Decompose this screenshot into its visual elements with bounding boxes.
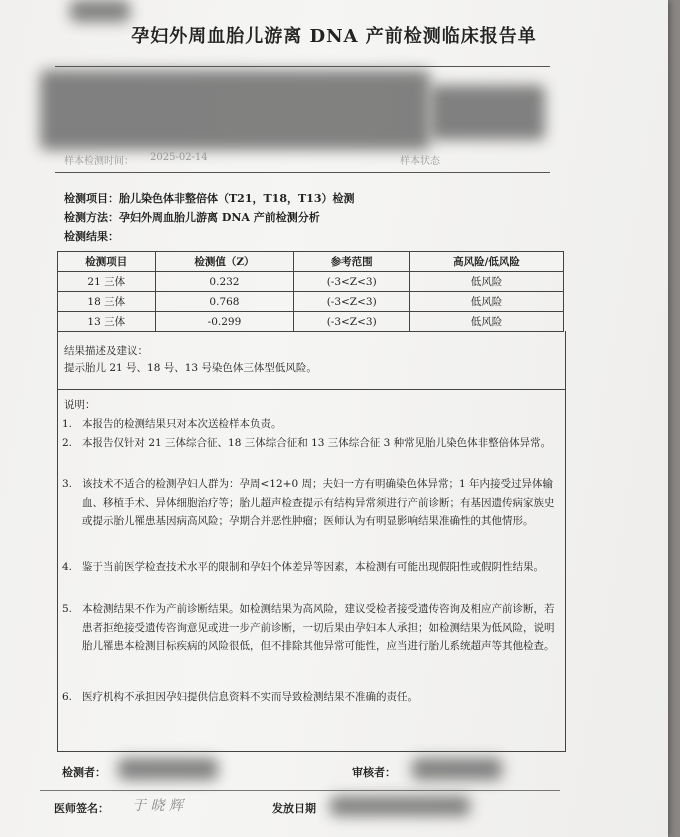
header-value: 检测值（Z） [155, 252, 294, 272]
note-text: 该技术不适合的检测孕妇人群为：孕周<12+0 周；夫妇一方有明确染色体异常；1 年内接受过异体输血、移植手术、异体细胞治疗等；胎儿超声检查提示有结构异常须进行产前诊断；有基因遗传病家族史或提示胎儿罹患基因病高风险；孕期合并恶性肿瘤；医师认为有明显影响结果准确性的其他情形。 [82, 478, 555, 527]
redacted-block [118, 758, 218, 780]
results-table [57, 251, 564, 332]
note-text: 医疗机构不承担因孕妇提供信息资料不实而导致检测结果不准确的责任。 [82, 691, 418, 703]
table-row [58, 312, 564, 332]
header-range: 参考范围 [294, 252, 410, 272]
conclusion-text: 提示胎儿 21 号、18 号、13 号染色体三体型低风险。 [64, 362, 317, 374]
signature-divider [40, 790, 560, 791]
cell-item: 18 三体 [58, 292, 156, 312]
cell-risk: 低风险 [410, 272, 564, 292]
cell-value: 0.232 [155, 272, 294, 292]
cell-risk: 低风险 [410, 312, 564, 332]
title-divider [55, 66, 550, 67]
cell-range: (-3<Z<3) [294, 272, 410, 292]
cell-range: (-3<Z<3) [294, 312, 410, 332]
doctor-signature: 于 晓 辉 [132, 798, 183, 814]
cell-item: 13 三体 [58, 312, 156, 332]
note-number: 1. [62, 418, 73, 430]
note-number: 6. [62, 691, 73, 703]
note-number: 2. [62, 437, 73, 449]
sample-date-label: 样本检测时间： [64, 156, 134, 167]
note-item [62, 688, 562, 707]
note-number: 3. [62, 478, 73, 490]
note-number: 4. [62, 561, 73, 573]
note-item [62, 415, 562, 434]
note-item [62, 434, 562, 472]
conclusion-label: 结果描述及建议： [64, 345, 148, 357]
tester-label: 检测者： [62, 766, 106, 779]
redacted-block [430, 85, 545, 140]
redacted-block [70, 0, 130, 22]
cell-risk: 低风险 [410, 292, 564, 312]
note-number: 5. [62, 603, 73, 615]
header-risk: 高风险/低风险 [410, 252, 564, 272]
meta-divider [55, 172, 550, 173]
issue-date-label: 发放日期 [272, 802, 316, 815]
redacted-block [412, 758, 502, 780]
redacted-block [330, 796, 470, 816]
sample-status-label: 样本状态 [400, 156, 440, 167]
reviewer-label: 审核者： [352, 766, 396, 779]
results-label: 检测结果： [64, 230, 119, 243]
note-text: 本检测结果不作为产前诊断结果。如检测结果为高风险，建议受检者接受遗传咨询及相应产前诊断，若患者拒绝接受遗传咨询意见或进一步产前诊断，一切后果由孕妇本人承担；如检测结果为低风险，说明胎儿罹患本检测目标疾病的风险很低，但不排除其他异常可能性，应当进行胎儿系统超声等其他检查。 [82, 603, 555, 652]
note-item [62, 600, 562, 676]
cell-value: -0.299 [155, 312, 294, 332]
cell-value: 0.768 [155, 292, 294, 312]
note-text: 鉴于当前医学检查技术水平的限制和孕妇个体差异等因素，本检测有可能出现假阳性或假阴性结果。 [82, 561, 544, 573]
note-text: 本报告仅针对 21 三体综合征、18 三体综合征和 13 三体综合征 3 种常见胎儿染色体非整倍体异常。 [82, 437, 552, 449]
sample-date: 2025-02-14 [150, 152, 208, 163]
note-text: 本报告的检测结果只对本次送检样本负责。 [82, 418, 282, 430]
table-row [58, 272, 564, 292]
table-row [58, 292, 564, 312]
results-header-row [58, 252, 564, 272]
cell-item: 21 三体 [58, 272, 156, 292]
doctor-label: 医师签名： [54, 802, 109, 815]
note-item [62, 558, 562, 596]
redacted-block [40, 70, 430, 150]
cell-range: (-3<Z<3) [294, 292, 410, 312]
test-method-line: 检测方法：孕妇外周血胎儿游离 DNA 产前检测分析 [64, 211, 320, 224]
notes-label: 说明： [64, 399, 96, 411]
header-item: 检测项目 [58, 252, 156, 272]
test-item-line: 检测项目：胎儿染色体非整倍体（T21，T18，T13）检测 [64, 192, 355, 205]
report-title: 孕妇外周血胎儿游离 DNA 产前检测临床报告单 [131, 26, 537, 47]
note-item [62, 475, 562, 551]
